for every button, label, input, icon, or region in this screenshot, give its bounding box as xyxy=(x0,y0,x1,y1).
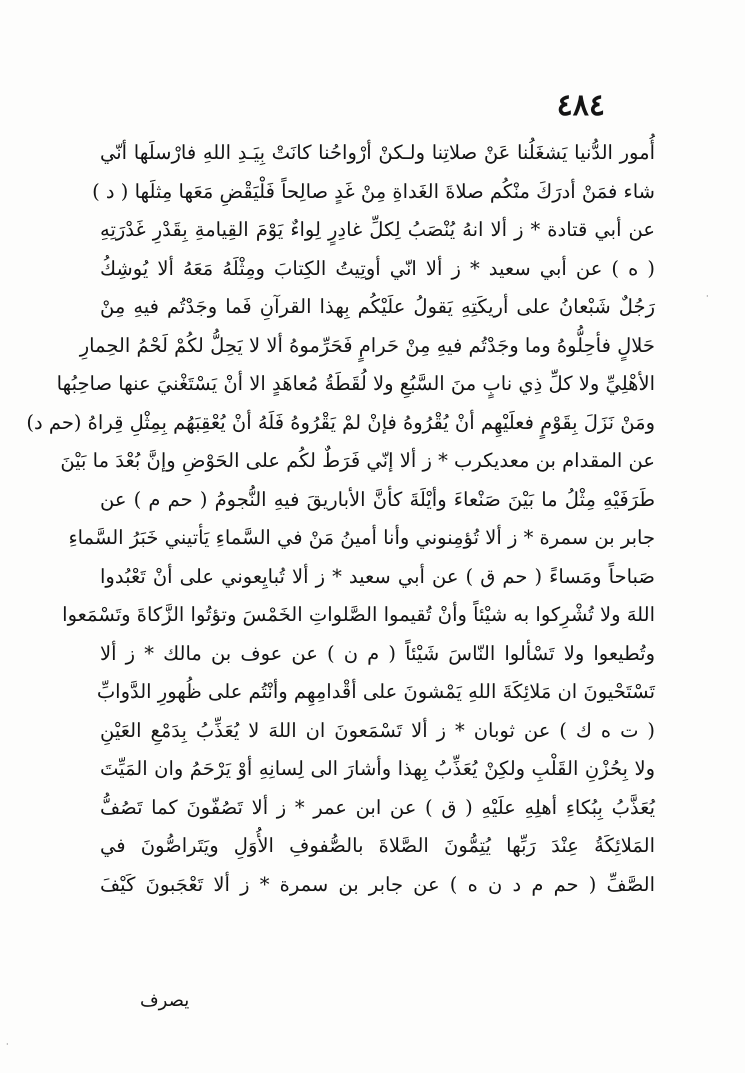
text-line: صَباحاً ومَساءً ( حم ق ) عن أبي سعيد * ز ألا تُبايِعوني على أنْ تَعْبُدوا xyxy=(100,564,655,588)
text-line: وتُطيعوا ولا تَسْألوا النّاسَ شَيْئاً ( م ن ) عن عوف بن مالك * ز ألا xyxy=(100,641,655,665)
text-line: شاء فمَنْ أدرَكَ منْكُم صلاةَ الغَداةِ مِنْ غَدٍ صالِحاً فَلْيَقْضِ مَعَها مِثلَها ( د ) xyxy=(92,179,655,203)
text-line: يُعَذَّبُ بِبُكاءِ أهلِهِ علَيْهِ ( ق ) عن ابن عمر * ز ألا تَصُفّونَ كما تَصُفُّ xyxy=(100,795,655,819)
text-line: جابر بن سمرة * ز ألا تُؤمِنوني وأنا أمينُ مَنْ في السَّماءِ يَأتيني خَبَرُ السَّماءِ xyxy=(68,526,655,549)
text-line: طَرَفَيْهِ مِثْلُ ما بَيْنَ صَنْعاءَ وأيْلَةَ كأنَّ الأباريقَ فيهِ النُّجومُ ( حم م ) عن xyxy=(100,487,655,511)
text-line: الأهْلِيِّ ولا كلِّ ذِي نابٍ منَ السَّبُعِ ولا لُقَطَةُ مُعاهَدٍ الا أنْ يَسْتَغْنيَ عنها صاحِبُها xyxy=(56,372,655,395)
text-line: ومَنْ نَزَلَ بِقَوْمٍ فعلَيْهِم أنْ يُقْرُوهُ فإنْ لمْ يَقْرُوهُ فَلَهُ أنْ يُعْقِبَهُم بِمِثْلِ قِراهُ (حم د) xyxy=(26,410,655,434)
text-line: المَلائِكَةُ عِنْدَ رَبِّها يُتِمُّونَ الصَّلاةَ بالصُّفوفِ الأُوَلِ ويَتَراصُّونَ في xyxy=(100,834,655,857)
text-line: الصَّفِّ ( حم م د ن ه ) عن جابر بن سمرة * ز ألا تَعْجَبونَ كَيْفَ xyxy=(100,872,655,896)
text-line: ولا بِحُزْنِ القَلْبِ ولكِنْ يُعَذِّبُ بِهذا وأشارَ الى لِسانِهِ أوْ يَرْحَمُ وان المَيِّتَ xyxy=(100,757,655,780)
text-block xyxy=(26,134,655,904)
text-line: حَلالٍ فأحِلُّوهُ وما وجَدْتُم فيهِ مِنْ حَرامٍ فَحَرِّموهُ ألا لا يَحِلُّ لكُمْ لَحْمُ الحِمارِ xyxy=(79,333,655,357)
page-number: ٤٨٤ xyxy=(556,88,605,123)
scan-speck: · xyxy=(6,1040,9,1049)
text-line: أُمور الدُّنيا يَشغَلُنا عَنْ صلاتِنا ولـكنْ أرْواحُنا كانَتْ بِيَـدِ اللهِ فارْسلَها أنّي xyxy=(100,141,655,164)
catchword: يصرف xyxy=(140,990,190,1011)
text-line: عن أبي قتادة * ز ألا انهُ يُنْصَبُ لِكلِّ غادِرٍ لِواءٌ يَوْمَ القِيامةِ بِقَدْرِ غَدْرَتِهِ xyxy=(100,218,655,241)
text-line: ( ه ) عن أبي سعيد * ز ألا انّي أوتِيتُ الكِتابَ ومِثْلَهُ مَعَهُ ألا يُوشِكُ xyxy=(100,256,655,280)
text-line: اللهَ ولا تُشْرِكوا به شيْئاً وأنْ تُقيموا الصَّلواتِ الخَمْسَ وتؤتُوا الزَّكاةَ وتَسْمَعوا xyxy=(62,603,655,626)
text-line: رَجُلٌ شَبْعانُ على أريكَتِهِ يَقولُ علَيْكُم بِهذا القرآنِ فَما وجَدْتُم فيهِ مِنْ xyxy=(100,295,655,318)
text-line: عن المقدام بن معديكرب * ز ألا إنّي فَرَطٌ لكُم على الحَوْضِ وإنَّ بُعْدَ ما بَيْنَ xyxy=(60,449,655,472)
text-line: ( ت ه ك ) عن ثوبان * ز ألا تَسْمَعونَ ان اللهَ لا يُعَذِّبُ بِدَمْعِ العَيْنِ xyxy=(100,718,655,742)
text-line: تَسْتَحْيونَ ان مَلائِكَةَ اللهِ يَمْشونَ على أقْدامِهِم وأنْتُم على ظُهورِ الدَّوابِّ xyxy=(96,680,655,703)
scan-speck: · xyxy=(706,292,709,301)
